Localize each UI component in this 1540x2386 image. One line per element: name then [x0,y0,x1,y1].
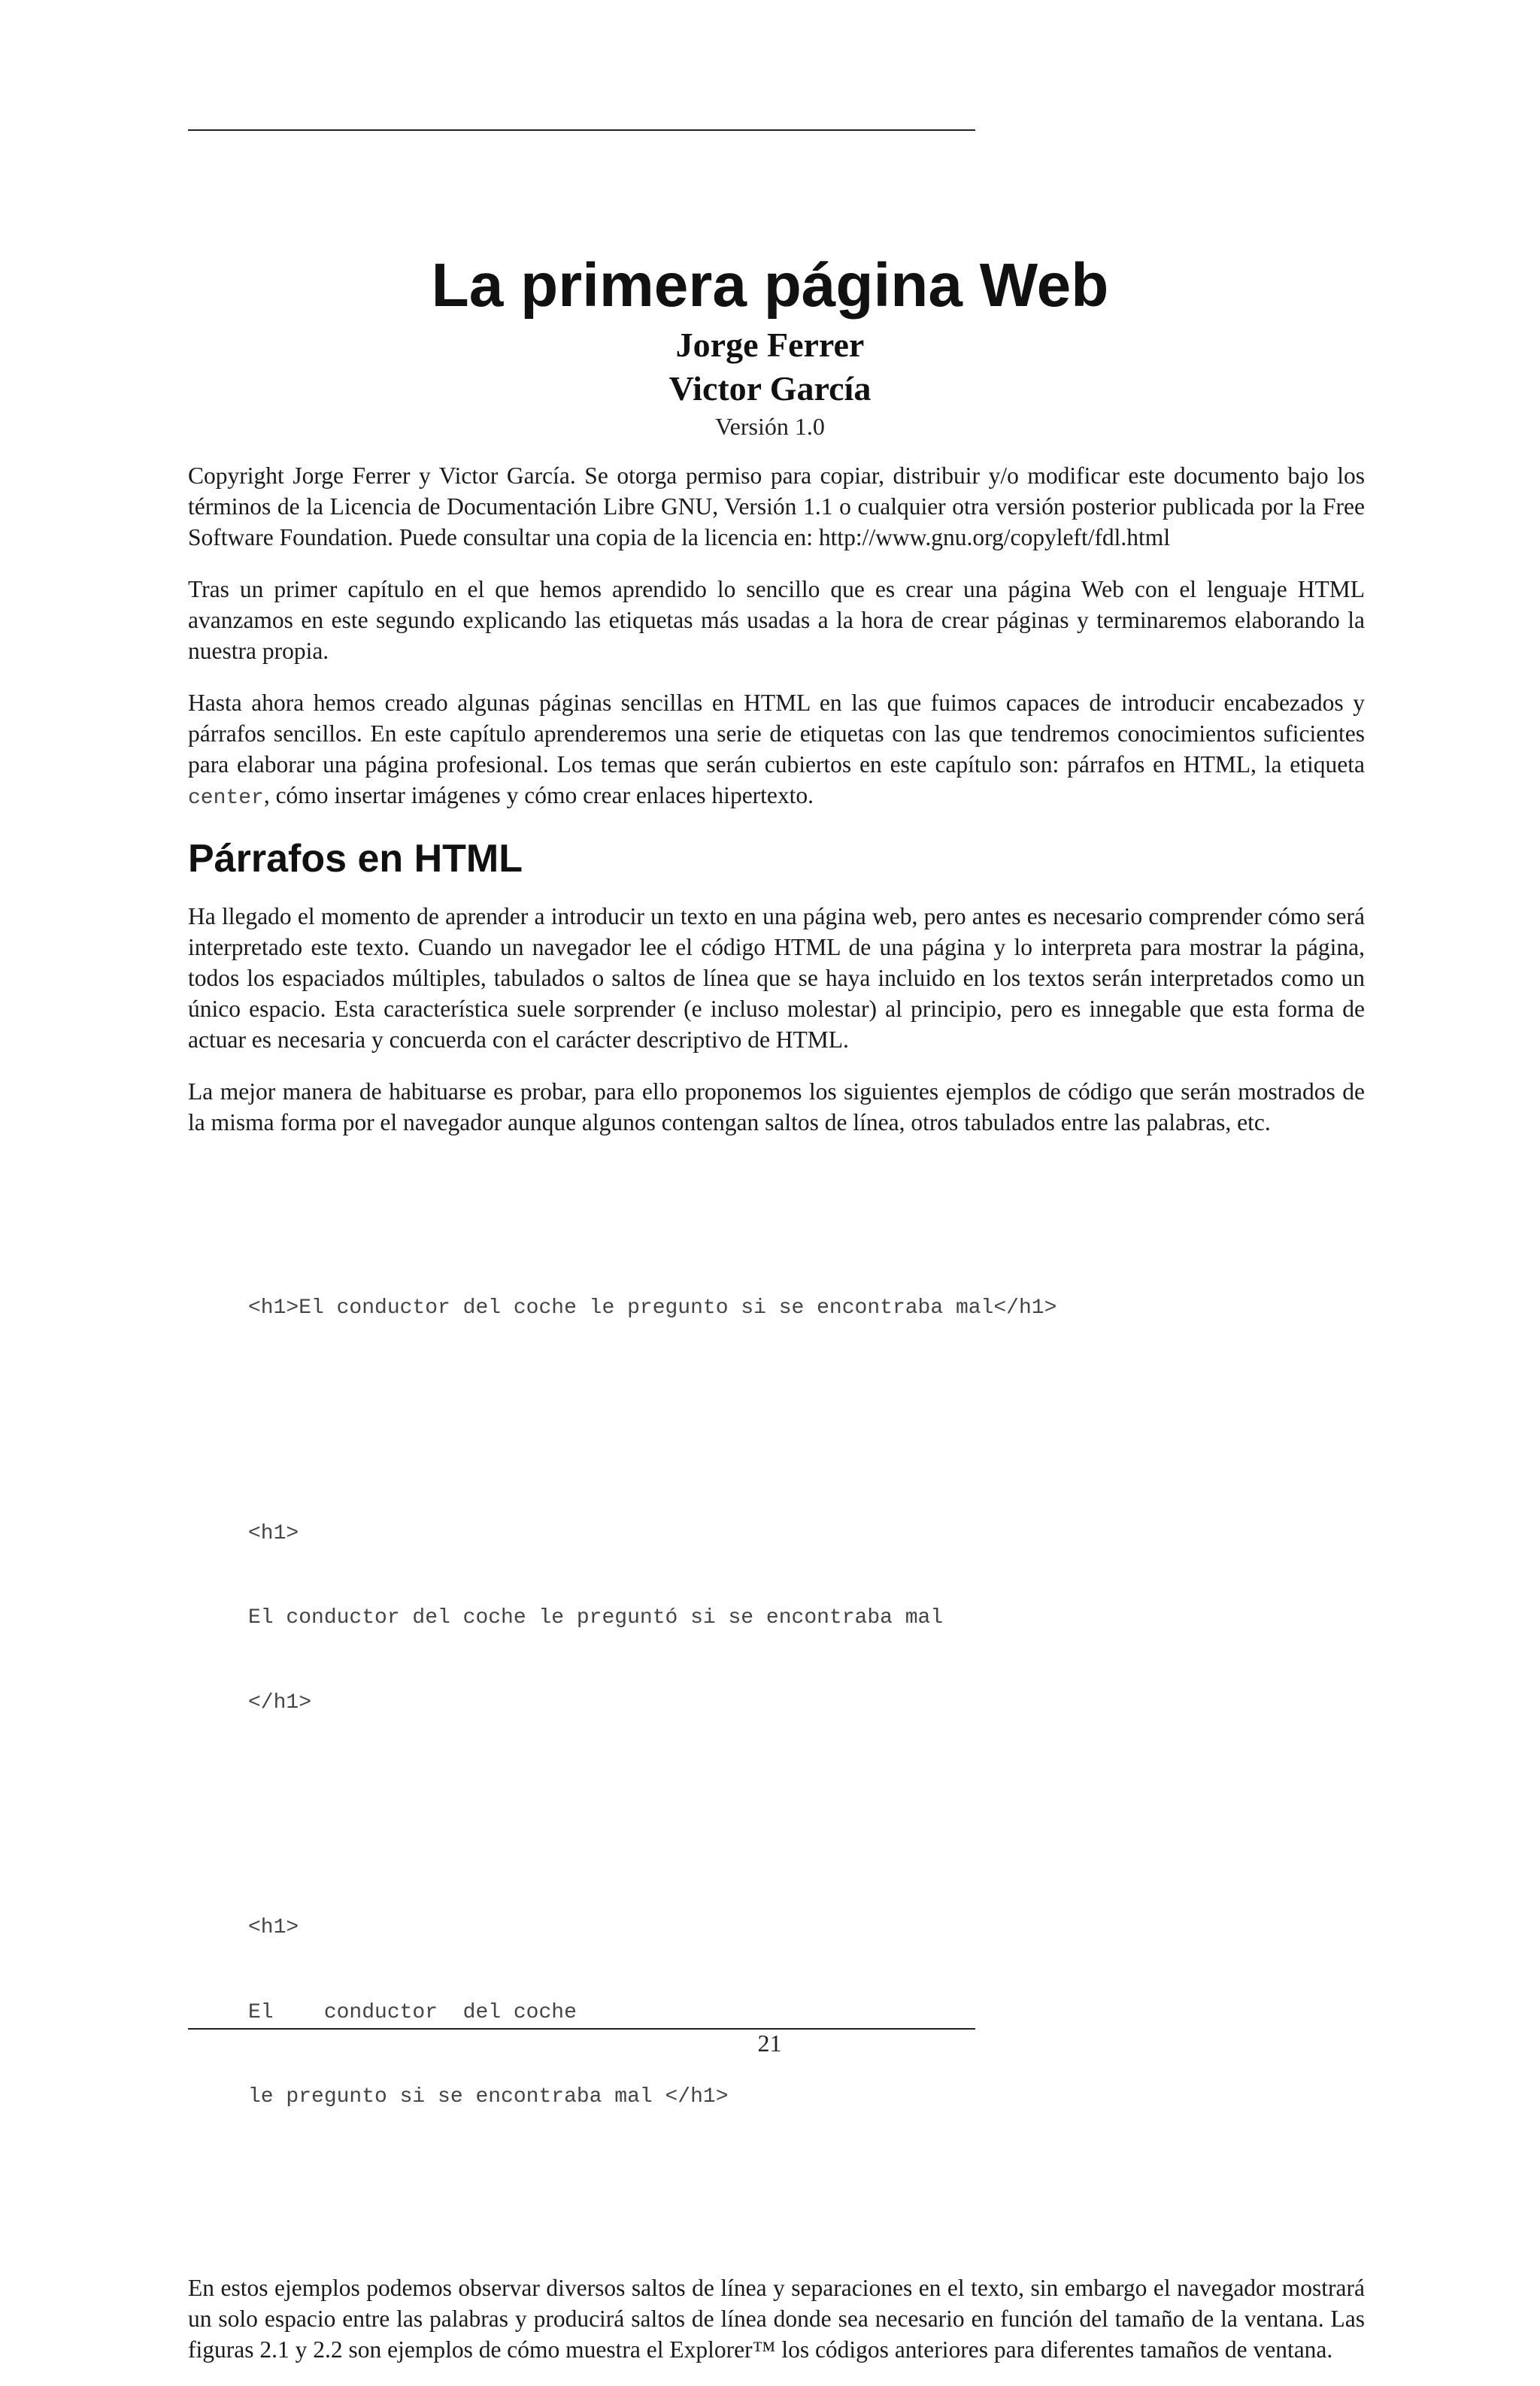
section-paragraph: En estos ejemplos podemos observar diversos saltos de línea y separaciones en el texto, sin embargo el navegador mostrará un solo espacio entre las palabras y producirá saltos de línea donde sea necesario en función del tamaño de la ventana. Las figuras 2.1 y 2.2 son ejemplos de cómo muestra el Explorer™ los códigos anteriores para diferentes tamaños de ventana. [188,2274,1365,2363]
author-name: Jorge Ferrer [675,326,865,364]
code-block [248,1181,1365,2224]
code-example [248,1857,1365,2168]
header-rule [188,129,975,131]
code-line: El conductor del coche le preguntó si se encontraba mal [248,1606,944,1630]
overview-text-end: , cómo insertar imágenes y cómo crear enlaces hipertexto. [263,782,814,808]
code-line: <h1>El conductor del coche le pregunto si se encontraba mal</h1> [248,1296,1057,1320]
overview-paragraph [188,687,1365,814]
document-title: La primera página Web [431,251,1109,320]
page-number: 21 [757,2030,782,2057]
section-paragraph: Ha llegado el momento de aprender a introducir un texto en una página web, pero antes es necesario comprender cómo será interpretado este texto. Cuando un navegador lee el código HTML de una página y lo interpreta para mostrar la página, todos los espaciados múltiples, tabulados o saltos de línea que se haya incluido en los textos serán interpretados como un único espacio. Esta característica suele sorprender (e incluso molestar) al principio, pero es innegable que esta forma de actuar es necesaria y concuerda con el carácter descriptivo de HTML. [188,903,1365,1053]
inline-code-center: center [188,787,264,810]
title-block [0,248,1540,442]
author-name: Victor García [668,369,872,408]
code-line: le pregunto si se encontraba mal </h1> [248,2085,729,2109]
code-line: <h1> [248,1521,299,1545]
code-line: </h1> [248,1690,312,1714]
document-version: Versión 1.0 [715,413,825,440]
code-example [248,1463,1365,1774]
code-example [248,1238,1365,1379]
copyright-paragraph: Copyright Jorge Ferrer y Victor García. Se otorga permiso para copiar, distribuir y/o modificar este documento bajo los términos de la Licencia de Documentación Libre GNU, Versión 1.1 o cualquier otra versión posterior publicada por la Free Software Foundation. Puede consultar una copia de la licencia en: http://www.gnu.org/copyleft/fdl.html [188,462,1365,550]
overview-text: Hasta ahora hemos creado algunas páginas sencillas en HTML en las que fuimos capaces de introducir encabezados y párrafos sencillos. En este capítulo aprenderemos una serie de etiquetas con las que tendremos conocimientos suficientes para elaborar una página profesional. Los temas que serán cubiertos en este capítulo son: párrafos en HTML, la etiqueta [188,690,1365,778]
code-line: El conductor del coche [248,2000,577,2024]
intro-paragraph: Tras un primer capítulo en el que hemos aprendido lo sencillo que es crear una página Web con el lenguaje HTML avanzamos en este segundo explicando las etiquetas más usadas a la hora de crear páginas y terminaremos elaborando la nuestra propia. [188,576,1365,664]
section-paragraph: La mejor manera de habituarse es probar, para ello proponemos los siguientes ejemplos de código que serán mostrados de la misma forma por el navegador aunque algunos contengan saltos de línea, otros tabulados entre las palabras, etc. [188,1078,1365,1135]
code-line: <h1> [248,1916,299,1939]
main-content [188,460,1365,2386]
section-heading: Párrafos en HTML [188,837,523,881]
